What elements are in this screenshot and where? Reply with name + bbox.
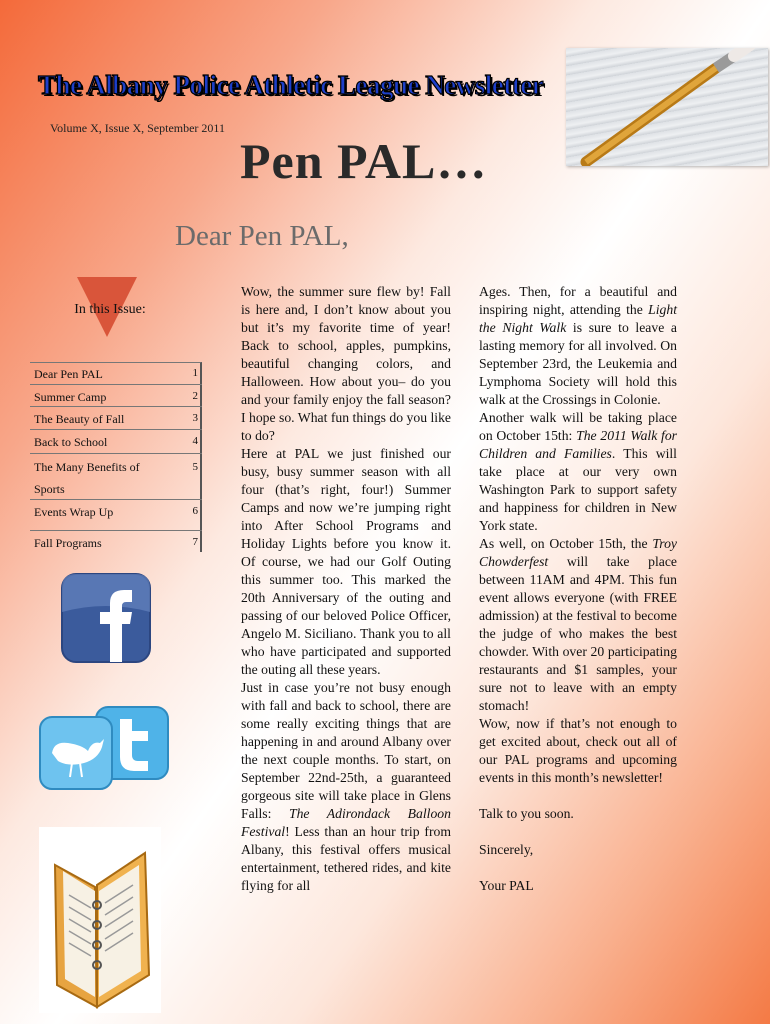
toc-item-title: Back to School [34, 435, 108, 449]
paragraph: Wow, now if that’s not enough to get excited about, check out all of our PAL programs and upcoming events in this month’s newsletter! [479, 716, 677, 785]
text-run: As well, on October 15th, the [479, 536, 653, 551]
text-run: will take place between 11AM and 4PM. This fun event allows everyone (with FREE admission) at the festival to become the judge of who makes the best chowder. With over 20 participating restaurants and $1 samples, your sure not to leave with an empty stomach! [479, 554, 677, 713]
toc-item-title: The Many Benefits of Sports [34, 460, 140, 496]
toc-item-page: 3 [192, 412, 198, 424]
toc-item[interactable] [30, 430, 202, 454]
newsletter-title: Pen PAL… [240, 133, 488, 189]
toc-item-title: Summer Camp [34, 390, 107, 404]
toc-item[interactable] [30, 362, 202, 385]
twitter-icon[interactable] [38, 705, 170, 797]
text-run: Another walk will be taking place on October 15th: [479, 410, 677, 443]
article-column-2 [479, 283, 677, 895]
text-run: Ages. Then, for a beautiful and inspiring night, attending the [479, 284, 677, 317]
toc-item-page: 4 [192, 435, 198, 447]
paragraph [479, 409, 677, 535]
toc-item[interactable] [30, 500, 202, 530]
signature: Your PAL [479, 878, 534, 893]
newsletter-masthead: The Albany Police Athletic League Newsletter [38, 70, 544, 100]
table-of-contents [30, 362, 202, 554]
paragraph [241, 679, 451, 895]
toc-item[interactable] [30, 385, 202, 407]
event-name: Troy Chowderfest [479, 536, 677, 569]
article-column-1 [241, 283, 451, 895]
toc-item-title: Dear Pen PAL [34, 367, 103, 381]
text-run: . This will take place at our very own Washington Park to support safety and happiness for children in New York state. [479, 446, 677, 533]
event-name: Light the Night Walk [479, 302, 677, 335]
toc-item[interactable] [30, 530, 202, 554]
toc-item-page: 1 [192, 367, 198, 379]
text-run: Just in case you’re not busy enough with fall and back to school, there are some really exciting things that are happening in and around Albany over the next couple months. To start, on September 22nd-25th, a guaranteed gorgeous site will take place in Glens Falls: [241, 680, 451, 821]
facebook-icon[interactable] [60, 572, 152, 664]
paragraph [479, 283, 677, 409]
toc-item[interactable] [30, 407, 202, 430]
paragraph: Here at PAL we just finished our busy, busy summer season with all four (that’s right, four!) Summer Camps and now we’re jumping right into After School Programs and Holiday Lights before you know it. Of course, we had our Golf Outing this summer too. This marked the 20th Anniversary of the outing and passing of our beloved Police Officer, Angelo M. Siciliano. Thank you to all who have participated and supported the outing all these years. [241, 446, 451, 677]
event-name: The Adirondack Balloon Festival [241, 806, 451, 839]
pencil-icon [566, 48, 768, 166]
salutation: Dear Pen PAL, [175, 220, 349, 252]
closing-line: Talk to you soon. [479, 806, 574, 821]
toc-item-page: 2 [192, 390, 198, 402]
notebook-icon [35, 825, 165, 1015]
text-run: is sure to leave a lasting memory for all involved. On September 23rd, the Leukemia and Lymphoma Society will hold this walk at the Crossings in Colonie. [479, 320, 678, 407]
toc-item-page: 6 [192, 505, 198, 517]
paragraph [479, 535, 677, 715]
closing-line: Sincerely, [479, 842, 534, 857]
toc-item-page: 5 [192, 461, 198, 473]
toc-item-page: 7 [192, 536, 198, 548]
toc-item-title: The Beauty of Fall [34, 412, 125, 426]
toc-item[interactable] [30, 454, 202, 500]
event-name: The 2011 Walk for Children and Families [479, 428, 677, 461]
toc-item-title: Fall Programs [34, 536, 102, 550]
toc-label: In this Issue: [74, 302, 146, 317]
pencil-photo [566, 48, 768, 166]
toc-item-title: Events Wrap Up [34, 505, 114, 519]
text-run: ! Less than an hour trip from Albany, this festival offers musical entertainment, tethered rides, and kite flying for all [241, 824, 451, 893]
issue-line: Volume X, Issue X, September 2011 [50, 121, 225, 135]
paragraph: Wow, the summer sure flew by! Fall is here and, I don’t know about you but it’s my favorite time of year! Back to school, apples, pumpkins, beautiful changing colors, and Halloween. How about you– do you and your family enjoy the fall season? I hope so. What fun things do you like to do? [241, 284, 451, 443]
